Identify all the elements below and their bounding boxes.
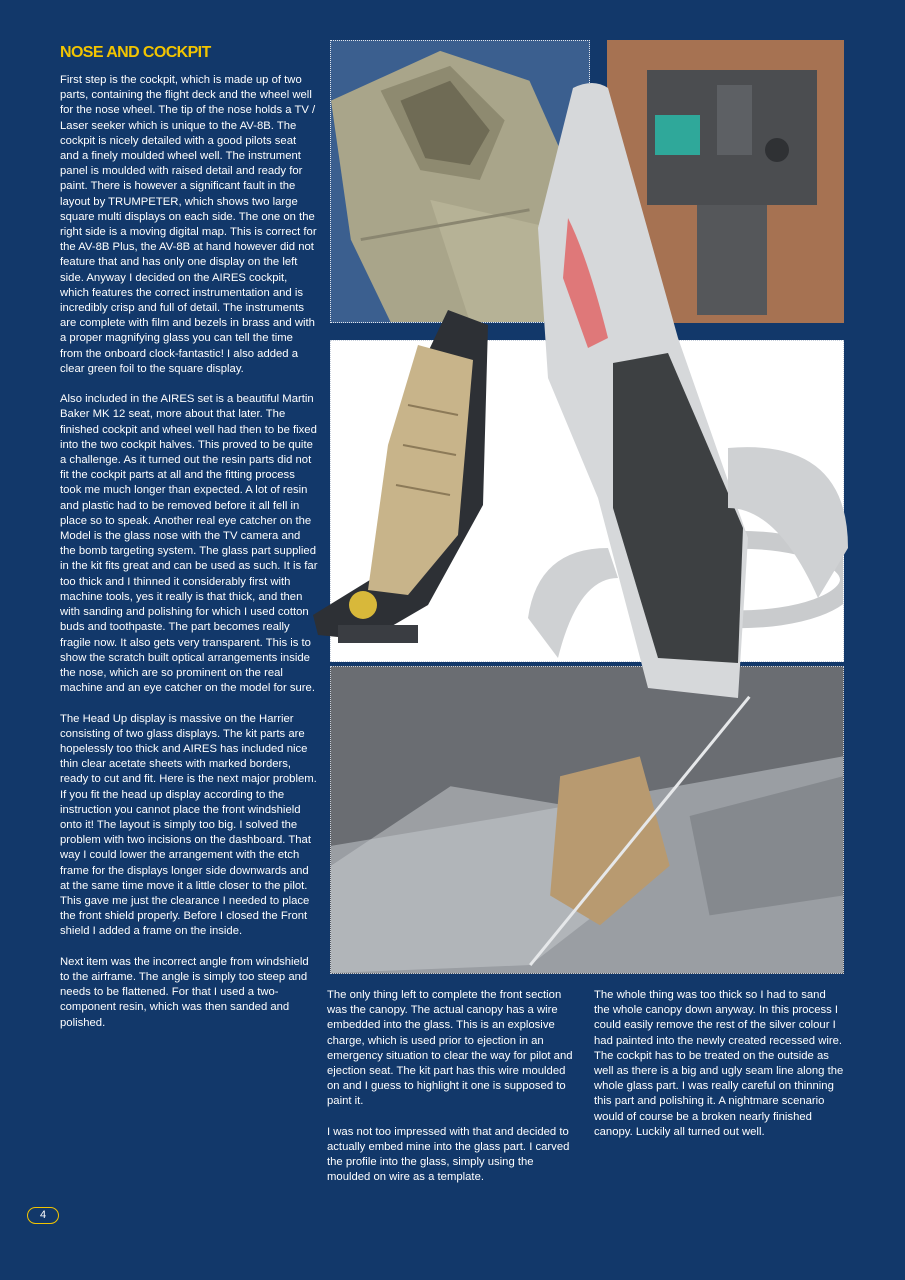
left-text-column xyxy=(60,73,318,1046)
paragraph: First step is the cockpit, which is made up of two parts, containing the flight deck and the wheel well for the nose wheel. The tip of the nose holds a TV / Laser seeker which is unique to the AV-8B. The cockpit is nicely detailed with a good pilots seat and a finely moulded wheel well. The instrument panel is moulded with raised detail and ready for paint. There is however a significant fault in the layout by TRUMPETER, which shows two large square multi displays on each side. The one on the right side is a moving digital map. This is correct for the AV-8B Plus, the AV-8B at hand however did not feature that and has only one display on the left side. Anyway I decided on the AIRES cockpit, which features the correct instrumentation and is incredibly crisp and full of detail. The instruments are complete with film and bezels in brass and with a proper magnifying glass you can tell the time from the onboard clock-fantastic! I also added a clear green foil to the square display. xyxy=(60,74,317,375)
right-text-column xyxy=(594,988,844,1155)
paragraph: Also included in the AIRES set is a beautiful Martin Baker MK 12 seat, more about that later. The finished cockpit and wheel well had then to be fixed into the two cockpit halves. This proved to be quite a challenge. As it turned out the resin parts did not fit the cockpit parts at all and the fitting process took me much longer than expected. A lot of resin and plastic had to be removed before it all fell in place so to speak. Another real eye catcher on the Model is the glass nose with the TV camera and the bomb targeting system. The glass part supplied in the kit fits great and can be used as such. It is far too thick and I thinned it considerably first with machine tools, yes it really is that thick, and then with sanding and polishing for which I used cotton buds and toothpaste. The part becomes really fragile now. It also gets very transparent. This is to show the scratch built optical arrangements inside the nose, which are so prominent on the real machine and an eye catcher on the model for sure. xyxy=(60,393,318,695)
paragraph: Next item was the incorrect angle from windshield to the airframe. The angle is simply too steep and needs to be flattened. For that I used a two-component resin, which was then sanded and polished. xyxy=(60,955,309,1029)
ejection-seat-image xyxy=(308,305,508,705)
forward-fuselage-image xyxy=(518,78,863,730)
paragraph: The only thing left to complete the front section was the canopy. The actual canopy has a wire embedded into the glass. This is an explosive charge, which is used prior to ejection in an emergency situation to clear the way for pilot and ejection seat. The kit part has this wire moulded on and I guess to highlight it one is supposed to paint it. xyxy=(327,989,573,1108)
paragraph: The Head Up display is massive on the Harrier consisting of two glass displays. The kit parts are hopelessly too thick and AIRES has included nice thin clear acetate sheets with marked borders, ready to cut and fit. Here is the next major problem. If you fit the head up display according to the instruction you cannot place the front windshield onto it! The layout is simply too big. I solved the problem with two incisions on the dashboard. That way I could lower the arrangement with the etch frame for the displays longer side downwards and at the same time move it a little closer to the pilot. This gave me just the clearance I needed to place the front shield properly. Before I closed the Front shield I added a frame on the inside. xyxy=(60,712,317,938)
page-number: 4 xyxy=(27,1207,59,1224)
paragraph: I was not too impressed with that and decided to actually embed mine into the glass part. I carved the profile into the glass, simply using the moulded on wire as a template. xyxy=(327,1125,570,1184)
section-heading: NOSE AND COCKPIT xyxy=(60,44,211,61)
paragraph: The whole thing was too thick so I had to sand the whole canopy down anyway. In this process I could easily remove the rest of the silver colour I had painted into the newly created recessed wire. The cockpit has to be treated on the outside as well as there is a big and ugly seam line along the whole glass part. I was really careful on thinning this part and polishing it. A nightmare scenario would of course be a broken nearly finished canopy. Luckily all turned out well. xyxy=(594,989,844,1138)
middle-text-column xyxy=(327,988,577,1201)
